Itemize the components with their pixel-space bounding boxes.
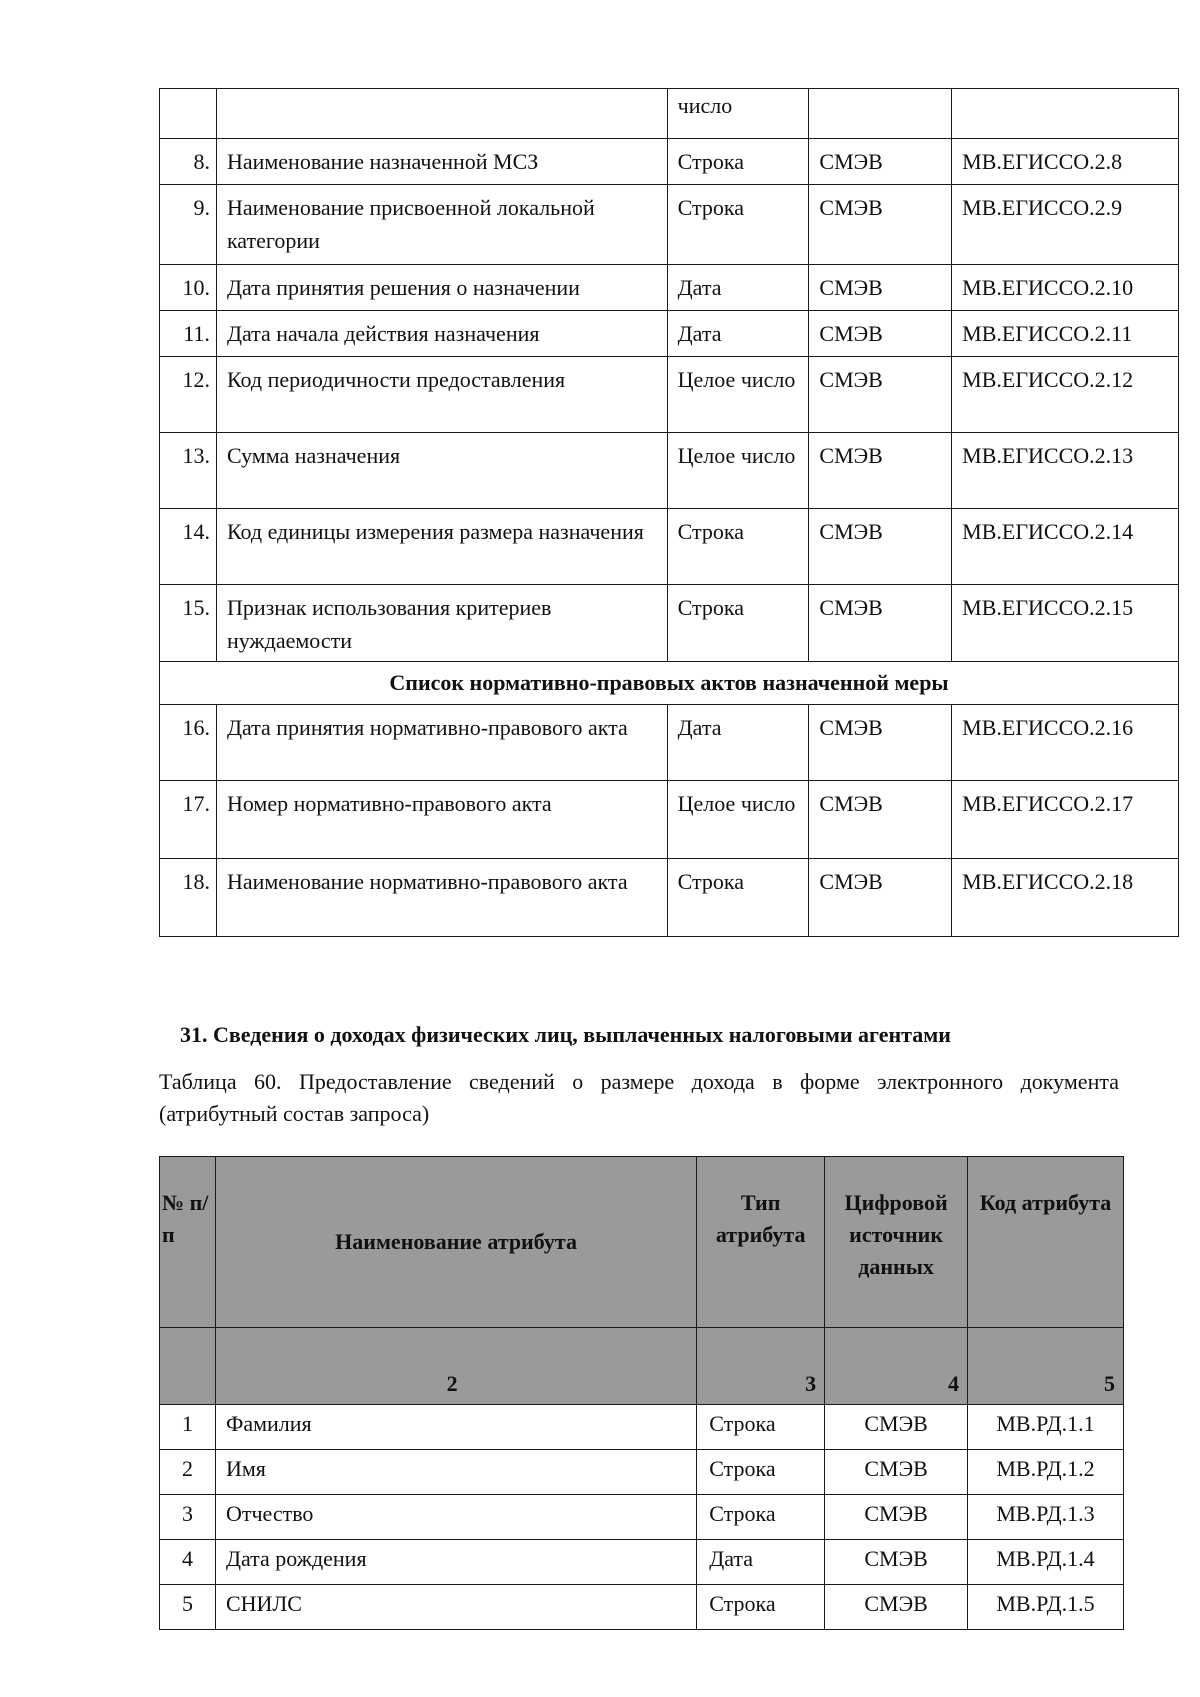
data-source: СМЭВ [825, 1585, 968, 1630]
attribute-type: Дата [667, 311, 809, 357]
attribute-name: Дата принятия нормативно-правового акта [216, 705, 667, 781]
table-row [160, 1450, 1124, 1495]
income-request-attributes-table [159, 1156, 1124, 1630]
attribute-name: Наименование назначенной МСЗ [216, 139, 667, 185]
attribute-code: МВ.ЕГИССО.2.14 [952, 509, 1179, 585]
data-source: СМЭВ [809, 185, 952, 265]
attribute-code: МВ.РД.1.5 [968, 1585, 1124, 1630]
data-source: СМЭВ [825, 1405, 968, 1450]
attribute-type: Целое число [667, 781, 809, 859]
attribute-name: Фамилия [215, 1405, 696, 1450]
row-number: 1 [160, 1405, 216, 1450]
attribute-type: Строка [697, 1450, 825, 1495]
table-row [160, 781, 1179, 859]
attribute-name: Номер нормативно-правового акта [216, 781, 667, 859]
row-number [160, 89, 217, 139]
row-number: 5 [160, 1585, 216, 1630]
row-number: 11. [160, 311, 217, 357]
attribute-code: МВ.ЕГИССО.2.13 [952, 433, 1179, 509]
attribute-code: МВ.РД.1.4 [968, 1540, 1124, 1585]
attribute-name: Дата рождения [215, 1540, 696, 1585]
data-source: СМЭВ [825, 1540, 968, 1585]
table2-body [160, 1405, 1124, 1630]
header-attribute-code: Код атрибута [968, 1157, 1124, 1328]
data-source: СМЭВ [825, 1450, 968, 1495]
attribute-name: Код периодичности предоставления [216, 357, 667, 433]
attribute-type: Строка [697, 1495, 825, 1540]
attribute-code: МВ.ЕГИССО.2.9 [952, 185, 1179, 265]
header-attribute-type: Тип атрибута [697, 1157, 825, 1328]
table1-body [160, 89, 1179, 139]
attribute-type: Строка [667, 185, 809, 265]
table-row [160, 139, 1179, 185]
section-title: Список нормативно-правовых актов назначенной меры [160, 662, 1179, 705]
attribute-code: МВ.ЕГИССО.2.8 [952, 139, 1179, 185]
attribute-type: Строка [667, 585, 809, 662]
data-source [809, 89, 952, 139]
table-row [160, 585, 1179, 662]
attributes-table-continued [159, 88, 1179, 937]
table-row [160, 311, 1179, 357]
attribute-name: Отчество [215, 1495, 696, 1540]
row-number: 16. [160, 705, 217, 781]
attribute-code: МВ.ЕГИССО.2.10 [952, 265, 1179, 311]
table-row [160, 1585, 1124, 1630]
attribute-name [216, 89, 667, 139]
data-source: СМЭВ [809, 509, 952, 585]
attribute-code: МВ.РД.1.1 [968, 1405, 1124, 1450]
table-row [160, 1495, 1124, 1540]
attribute-type: Строка [697, 1585, 825, 1630]
table-row [160, 185, 1179, 265]
data-source: СМЭВ [809, 705, 952, 781]
data-source: СМЭВ [809, 859, 952, 937]
data-source: СМЭВ [809, 781, 952, 859]
header-attribute-name: Наименование атрибута [215, 1157, 696, 1328]
table-row [160, 89, 1179, 139]
attribute-type: Дата [667, 705, 809, 781]
attribute-code [952, 89, 1179, 139]
attribute-code: МВ.ЕГИССО.2.12 [952, 357, 1179, 433]
data-source: СМЭВ [809, 585, 952, 662]
section-row [160, 662, 1179, 705]
column-number-row [160, 1328, 1124, 1405]
attribute-code: МВ.ЕГИССО.2.16 [952, 705, 1179, 781]
column-number-4: 4 [825, 1328, 968, 1405]
attribute-type: Целое число [667, 357, 809, 433]
attribute-type: Строка [667, 509, 809, 585]
column-number-1 [160, 1328, 216, 1405]
table-row [160, 509, 1179, 585]
attribute-code: МВ.ЕГИССО.2.15 [952, 585, 1179, 662]
table-row [160, 1540, 1124, 1585]
header-row [160, 1157, 1124, 1328]
table-row [160, 265, 1179, 311]
attribute-name: Наименование присвоенной локальной категории [216, 185, 667, 265]
attribute-code: МВ.РД.1.3 [968, 1495, 1124, 1540]
table1-rows [160, 139, 1179, 662]
attribute-code: МВ.ЕГИССО.2.18 [952, 859, 1179, 937]
column-number-5: 5 [968, 1328, 1124, 1405]
table-row [160, 859, 1179, 937]
data-source: СМЭВ [809, 311, 952, 357]
row-number: 18. [160, 859, 217, 937]
table1-section [160, 662, 1179, 705]
row-number: 15. [160, 585, 217, 662]
table-row [160, 357, 1179, 433]
table-row [160, 1405, 1124, 1450]
row-number: 8. [160, 139, 217, 185]
data-source: СМЭВ [825, 1495, 968, 1540]
row-number: 12. [160, 357, 217, 433]
attribute-code: МВ.ЕГИССО.2.17 [952, 781, 1179, 859]
table-row [160, 705, 1179, 781]
table2-head [160, 1157, 1124, 1405]
row-number: 2 [160, 1450, 216, 1495]
attribute-name: Наименование нормативно-правового акта [216, 859, 667, 937]
attribute-type: Строка [667, 859, 809, 937]
attribute-type: Дата [667, 265, 809, 311]
attribute-type: Строка [697, 1405, 825, 1450]
attribute-name: Сумма назначения [216, 433, 667, 509]
attribute-name: СНИЛС [215, 1585, 696, 1630]
column-number-3: 3 [697, 1328, 825, 1405]
attribute-name: Код единицы измерения размера назначения [216, 509, 667, 585]
row-number: 10. [160, 265, 217, 311]
attribute-type: число [667, 89, 809, 139]
attribute-name: Имя [215, 1450, 696, 1495]
section-heading: 31. Сведения о доходах физических лиц, выплаченных налоговыми агентами [180, 1022, 951, 1047]
table-caption: Таблица 60. Предоставление сведений о размере дохода в форме электронного документа (атрибутный состав запроса) [159, 1069, 1119, 1126]
attribute-type: Целое число [667, 433, 809, 509]
header-data-source: Цифровой источник данных [825, 1157, 968, 1328]
attribute-name: Дата начала действия назначения [216, 311, 667, 357]
data-source: СМЭВ [809, 357, 952, 433]
row-number: 9. [160, 185, 217, 265]
row-number: 13. [160, 433, 217, 509]
row-number: 4 [160, 1540, 216, 1585]
table-row [160, 433, 1179, 509]
attribute-code: МВ.РД.1.2 [968, 1450, 1124, 1495]
attribute-code: МВ.ЕГИССО.2.11 [952, 311, 1179, 357]
data-source: СМЭВ [809, 265, 952, 311]
attribute-name: Признак использования критериев нуждаемости [216, 585, 667, 662]
row-number: 3 [160, 1495, 216, 1540]
header-number: № п/п [160, 1157, 216, 1328]
attribute-type: Строка [667, 139, 809, 185]
attribute-type: Дата [697, 1540, 825, 1585]
attribute-name: Дата принятия решения о назначении [216, 265, 667, 311]
row-number: 14. [160, 509, 217, 585]
table1-rows-2 [160, 705, 1179, 937]
column-number-2: 2 [215, 1328, 696, 1405]
row-number: 17. [160, 781, 217, 859]
data-source: СМЭВ [809, 139, 952, 185]
data-source: СМЭВ [809, 433, 952, 509]
